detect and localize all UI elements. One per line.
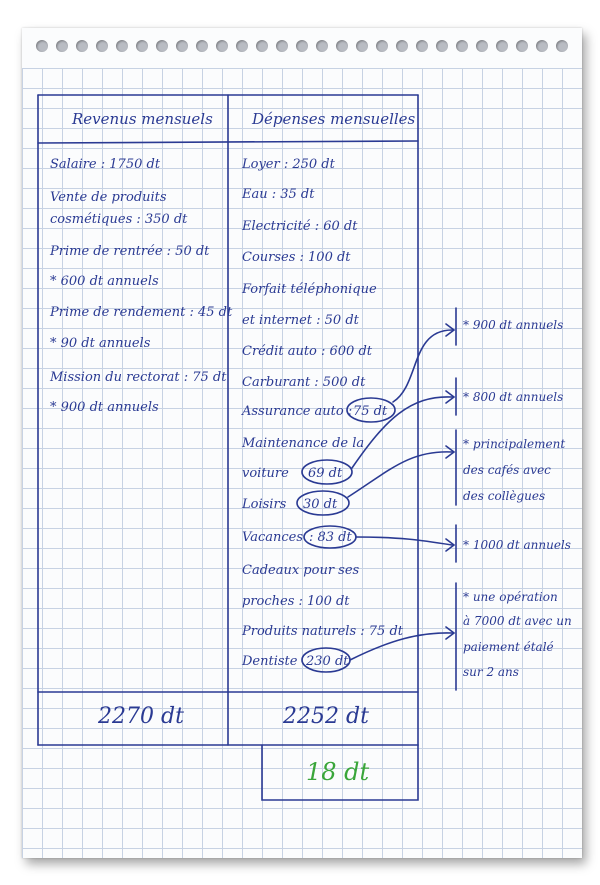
depense-item: Dentiste	[242, 654, 298, 669]
depense-amount-circled: 69 dt	[308, 466, 343, 481]
depense-item: Crédit auto : 600 dt	[242, 344, 372, 359]
depense-amount-circled: : 83 dt	[309, 530, 352, 545]
depense-item: Vacances	[242, 530, 303, 545]
revenu-item: Prime de rentrée : 50 dt	[50, 244, 210, 259]
depense-amount-circled: 75 dt	[353, 404, 388, 419]
side-note: * 900 dt annuels	[463, 318, 564, 332]
depense-item: Loisirs	[242, 497, 287, 512]
revenu-item: Prime de rendement : 45 dt	[50, 305, 233, 320]
side-note: des cafés avec	[463, 463, 551, 477]
header-depenses: Dépenses mensuelles	[252, 110, 416, 128]
depense-item: Carburant : 500 dt	[242, 375, 366, 390]
depense-item: Forfait téléphonique	[242, 282, 377, 297]
side-note: * une opération	[463, 590, 558, 604]
depense-item: Electricité : 60 dt	[242, 219, 358, 234]
depense-item: Maintenance de la	[242, 436, 365, 451]
header-revenus: Revenus mensuels	[72, 110, 213, 128]
depense-item: Produits naturels : 75 dt	[242, 624, 403, 639]
revenu-item: Mission du rectorat : 75 dt	[50, 370, 227, 385]
side-note: * principalement	[463, 437, 566, 451]
depense-item: voiture	[242, 466, 289, 481]
total-revenus: 2270 dt	[98, 704, 184, 729]
depense-item: Loyer : 250 dt	[242, 157, 335, 172]
side-note: sur 2 ans	[463, 665, 519, 679]
revenu-item: * 600 dt annuels	[50, 274, 159, 289]
difference-result: 18 dt	[306, 758, 370, 786]
depense-item: Cadeaux pour ses	[242, 563, 360, 578]
revenu-item: cosmétiques : 350 dt	[50, 212, 188, 227]
side-note: * 800 dt annuels	[463, 390, 564, 404]
side-note: * 1000 dt annuels	[463, 538, 571, 552]
side-note: paiement étalé	[463, 640, 554, 654]
depense-item: et internet : 50 dt	[242, 313, 359, 328]
revenu-item: Vente de produits	[50, 190, 167, 205]
side-note: des collègues	[463, 489, 546, 503]
total-depenses: 2252 dt	[283, 704, 369, 729]
revenu-item: Salaire : 1750 dt	[50, 157, 161, 172]
depense-item: Courses : 100 dt	[242, 250, 351, 265]
revenu-item: * 90 dt annuels	[50, 336, 151, 351]
depense-item: Assurance auto :	[242, 404, 353, 419]
side-note: à 7000 dt avec un	[463, 614, 572, 628]
depense-item: Eau : 35 dt	[242, 187, 315, 202]
revenu-item: * 900 dt annuels	[50, 400, 159, 415]
depense-amount-circled: 30 dt	[303, 497, 338, 512]
depense-item: proches : 100 dt	[242, 594, 350, 609]
depense-amount-circled: 230 dt	[306, 654, 349, 669]
